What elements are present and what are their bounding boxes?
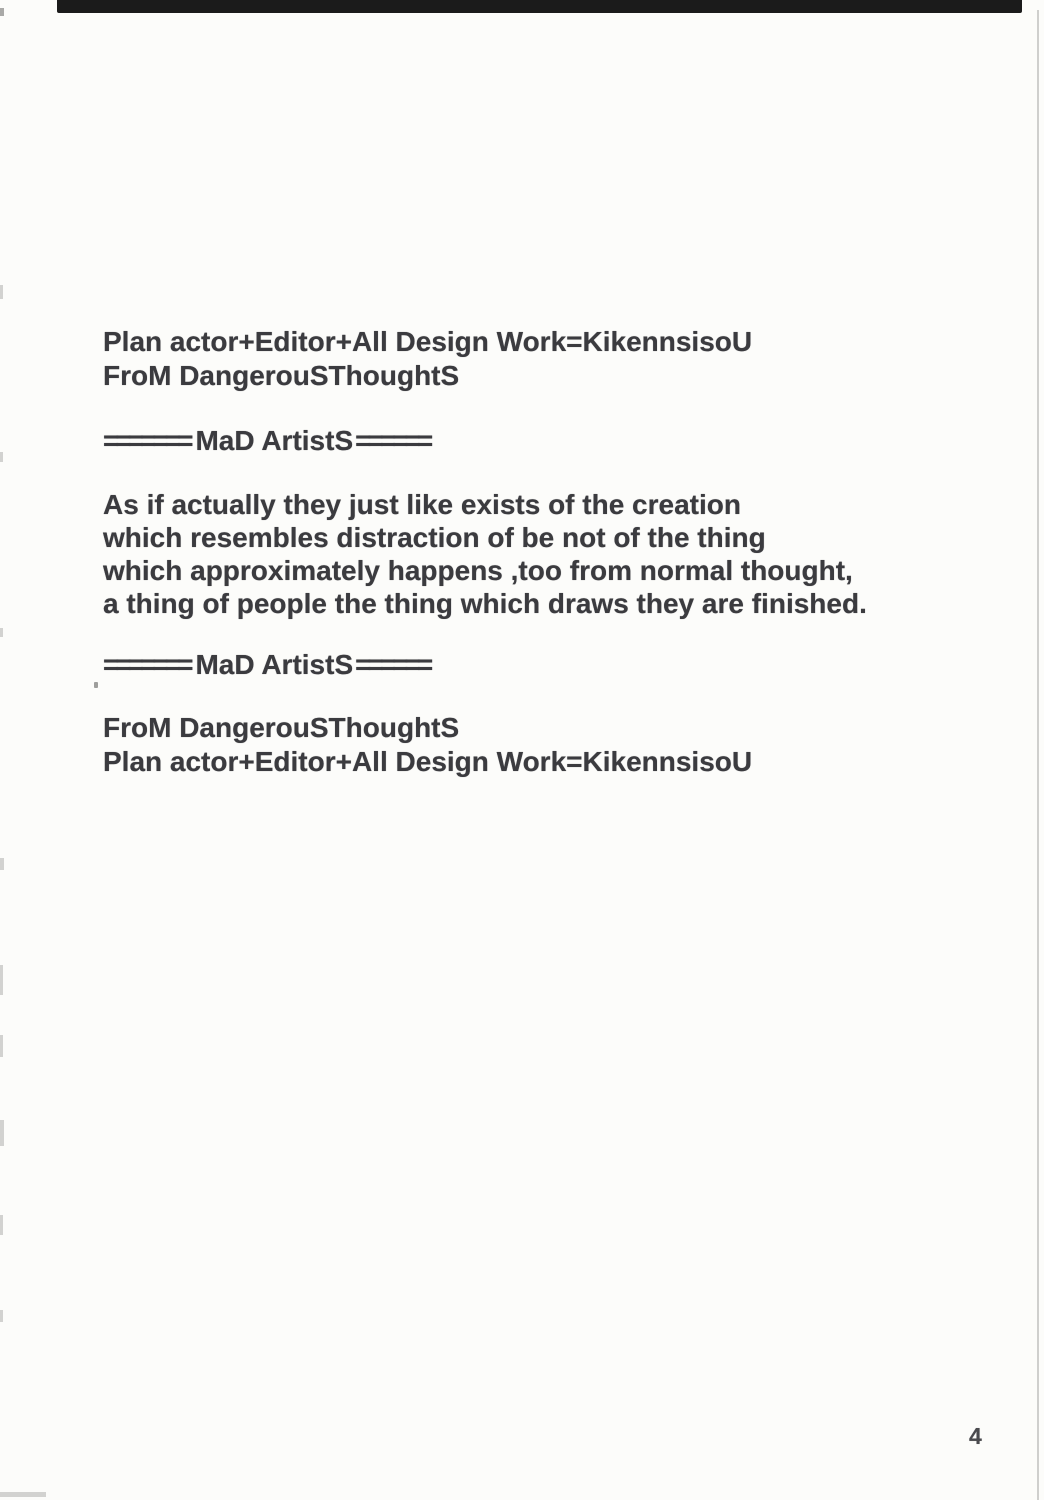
credits-top-line-1: Plan actor+Editor+All Design Work=KikennsisoU	[103, 326, 753, 357]
scan-artifact	[0, 965, 3, 995]
divider-dashes-left: =======	[103, 425, 190, 456]
statement-paragraph	[103, 488, 867, 620]
scan-artifact	[0, 8, 4, 16]
scan-artifact	[0, 1120, 4, 1146]
mad-artists-divider-top	[103, 426, 429, 456]
scan-artifact	[0, 1215, 3, 1235]
mad-artists-divider-bottom	[103, 650, 429, 680]
page-number: 4	[969, 1423, 982, 1449]
statement-line: a thing of people the thing which draws they are finished.	[103, 588, 867, 619]
scan-artifact	[0, 1492, 46, 1497]
credits-top-line-2: FroM DangerouSThoughtS	[103, 360, 460, 391]
statement-line: which approximately happens ,too from normal thought,	[103, 555, 853, 586]
top-scan-bar	[57, 0, 1022, 13]
scan-artifact	[0, 452, 3, 462]
divider-label: MaD ArtistS	[195, 649, 354, 680]
scan-artifact	[0, 1035, 3, 1057]
divider-dashes-right: ======	[355, 649, 430, 680]
scan-artifact	[0, 858, 4, 870]
divider-label: MaD ArtistS	[195, 425, 354, 456]
divider-dashes-left: =======	[103, 649, 190, 680]
divider-dashes-right: ======	[355, 425, 430, 456]
scan-artifact	[0, 628, 3, 637]
page-edge-line	[1037, 10, 1039, 1500]
statement-line: As if actually they just like exists of the creation	[103, 489, 741, 520]
scan-artifact	[0, 1310, 3, 1322]
credits-bottom-line-2: Plan actor+Editor+All Design Work=KikennsisoU	[103, 746, 753, 777]
statement-line: which resembles distraction of be not of the thing	[103, 522, 766, 553]
scan-artifact	[94, 682, 98, 688]
credits-bottom-line-1: FroM DangerouSThoughtS	[103, 712, 460, 743]
scan-artifact	[0, 285, 3, 299]
